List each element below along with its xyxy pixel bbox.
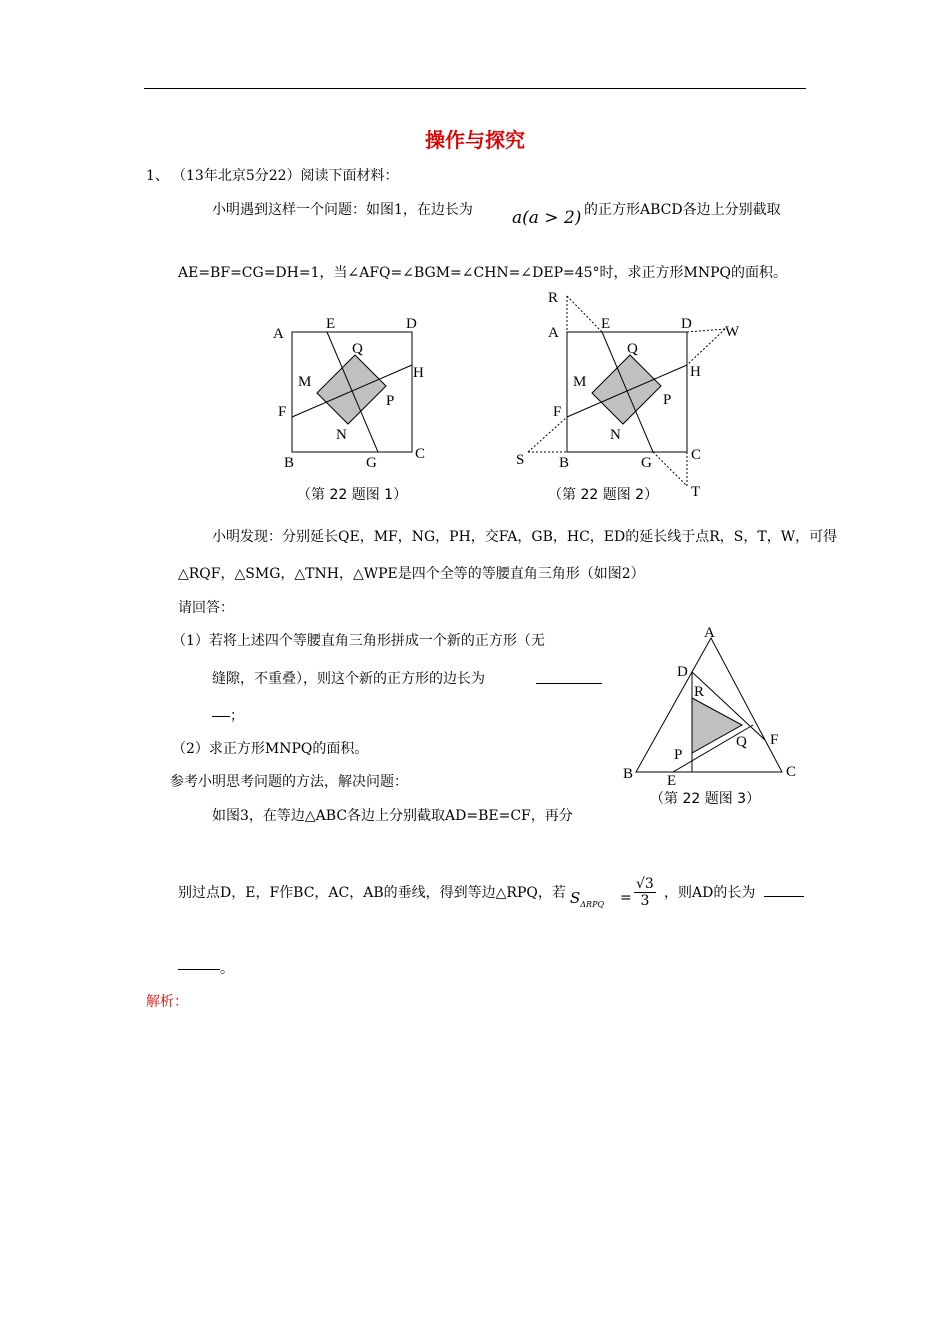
page-title: 操作与探究 bbox=[425, 128, 525, 152]
figure-3 bbox=[615, 620, 810, 790]
discovery-line-2: △RQF，△SMG，△TNH，△WPE是四个全等的等腰直角三角形（如图2） bbox=[178, 566, 645, 582]
fraction-denominator: 3 bbox=[640, 893, 650, 909]
top-rule bbox=[144, 88, 806, 89]
answer-blank-1-cont bbox=[212, 704, 230, 717]
reference-line-b: 别过点D，E，F作BC，AC，AB的垂线，得到等边△RPQ，若 bbox=[178, 885, 566, 901]
label-w: W bbox=[725, 324, 740, 340]
label-d: D bbox=[677, 664, 688, 680]
answer-blank-2 bbox=[764, 884, 804, 897]
label-p: P bbox=[386, 393, 395, 409]
label-t: T bbox=[691, 484, 701, 500]
label-h: H bbox=[413, 365, 424, 381]
intro-text-a: 小明遇到这样一个问题：如图1，在边长为 bbox=[212, 202, 473, 218]
label-r: R bbox=[548, 290, 559, 306]
figure-3-caption: （第 22 题图 3） bbox=[650, 791, 761, 807]
intro-line-2: AE=BF=CG=DH=1，当∠AFQ=∠BGM=∠CHN=∠DEP=45°时，求正方形MNPQ的面积。 bbox=[178, 265, 788, 281]
label-e: E bbox=[667, 773, 677, 789]
label-f: F bbox=[553, 404, 562, 420]
label-c: C bbox=[786, 764, 797, 780]
problem-source: （13年北京5分22）阅读下面材料： bbox=[172, 168, 399, 184]
label-a: A bbox=[273, 326, 284, 342]
label-a: A bbox=[704, 625, 715, 641]
please-answer: 请回答： bbox=[178, 600, 234, 616]
label-c: C bbox=[691, 447, 702, 463]
label-g: G bbox=[641, 455, 652, 471]
question-1-end: ； bbox=[230, 708, 244, 724]
reference-line-c: ，则AD的长为 bbox=[664, 885, 756, 901]
reference-text: 参考小明思考问题的方法，解决问题： bbox=[170, 774, 408, 790]
reference-end: 。 bbox=[220, 961, 234, 977]
label-s: S bbox=[516, 452, 525, 468]
label-m: M bbox=[573, 374, 587, 390]
figure-1 bbox=[270, 312, 440, 474]
label-c: C bbox=[415, 446, 426, 462]
label-q: Q bbox=[352, 341, 363, 357]
label-f: F bbox=[770, 732, 779, 748]
reference-line-a: 如图3，在等边△ABC各边上分别截取AD=BE=CF，再分 bbox=[212, 808, 573, 824]
label-e: E bbox=[326, 316, 336, 332]
label-b: B bbox=[284, 455, 295, 471]
label-q: Q bbox=[736, 734, 747, 750]
label-d: D bbox=[681, 316, 692, 332]
figure-1-caption: （第 22 题图 1） bbox=[297, 487, 408, 503]
label-q: Q bbox=[627, 341, 638, 357]
figure-2 bbox=[510, 286, 750, 502]
question-2: （2）求正方形MNPQ的面积。 bbox=[172, 741, 369, 757]
question-1-b: 缝隙，不重叠），则这个新的正方形的边长为 bbox=[212, 671, 485, 687]
label-p: P bbox=[663, 392, 672, 408]
label-n: N bbox=[610, 427, 621, 443]
analysis-label: 解析： bbox=[146, 994, 188, 1010]
label-a: A bbox=[548, 325, 559, 341]
label-b: B bbox=[623, 766, 634, 782]
figure-2-caption: （第 22 题图 2） bbox=[548, 487, 659, 503]
triangle-rpq bbox=[692, 698, 742, 753]
label-h: H bbox=[690, 364, 701, 380]
label-d: D bbox=[406, 316, 417, 332]
label-p: P bbox=[674, 747, 683, 763]
area-symbol: $S_{\Delta RPQ}$ bbox=[570, 889, 605, 909]
answer-blank-2-cont bbox=[178, 957, 220, 970]
question-1-a: （1）若将上述四个等腰直角三角形拼成一个新的正方形（无 bbox=[172, 633, 545, 649]
label-r: R bbox=[694, 684, 705, 700]
answer-blank-1 bbox=[536, 671, 602, 684]
label-b: B bbox=[559, 455, 570, 471]
intro-text-b: 的正方形ABCD各边上分别截取 bbox=[584, 202, 781, 218]
label-e: E bbox=[601, 316, 611, 332]
problem-number: 1、 bbox=[146, 168, 169, 184]
label-g: G bbox=[366, 455, 377, 471]
fraction-numerator: √3 bbox=[636, 876, 654, 892]
area-fraction bbox=[634, 876, 656, 909]
discovery-line-1: 小明发现：分别延长QE，MF，NG，PH，交FA，GB，HC，ED的延长线于点R，S，T，W，可得 bbox=[212, 529, 838, 545]
label-n: N bbox=[336, 427, 347, 443]
intro-math: a(a > 2) bbox=[512, 208, 582, 228]
label-m: M bbox=[298, 374, 312, 390]
area-equals: = bbox=[620, 890, 632, 906]
label-f: F bbox=[278, 404, 287, 420]
